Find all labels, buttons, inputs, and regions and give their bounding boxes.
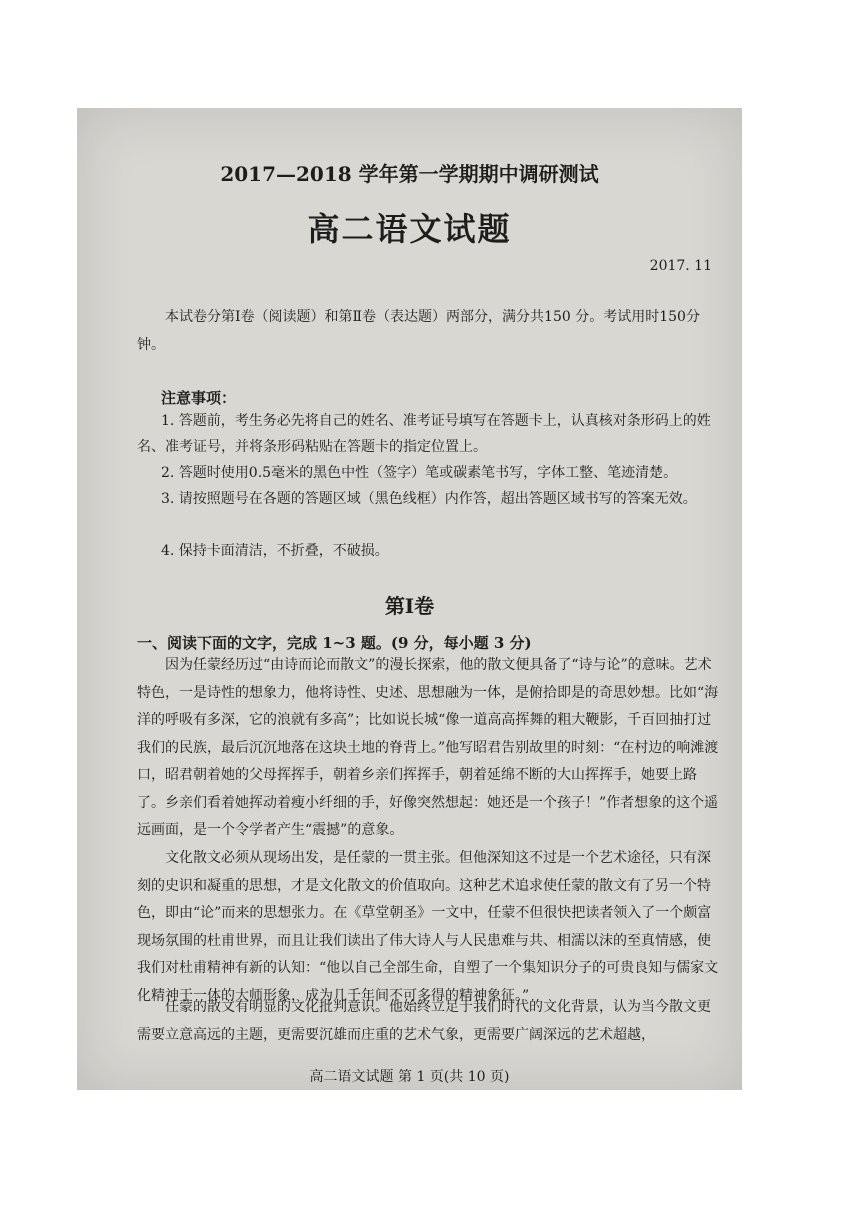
passage-paragraph: 因为任蒙经历过“由诗而论而散文”的漫长探索，他的散文便具备了“诗与论”的意味。艺术特色，一是诗性的想象力，他将诗性、史述、思想融为一体，是俯拾即是的奇思妙想。比如“海洋的呼吸有多深，它的浪就有多高”；比如说长城“像一道高高挥舞的粗大鞭影，千百回抽打过我们的民族，最后沉沉地落在这块土地的脊背上。”他写昭君告别故里的时刻：“在村边的响滩渡口，昭君朝着她的父母挥挥手，朝着乡亲们挥挥手，朝着延绵不断的大山挥挥手，她要上路了。乡亲们看着她挥动着瘦小纤细的手，好像突然想起：她还是一个孩子！”作者想象的这个遥远画面，是一个令学者产生“震撼”的意象。 bbox=[137, 657, 719, 838]
passage-paragraph: 文化散文必须从现场出发，是任蒙的一贯主张。但他深知这不过是一个艺术途径，只有深刻的史识和凝重的思想，才是文化散文的价值取向。这种艺术追求使任蒙的散文有了另一个特色，即由“论”而来的思想张力。在《草堂朝圣》一文中，任蒙不但很快把读者领入了一个颇富现场氛围的杜甫世界，而且让我们读出了伟大诗人与人民患难与共、相濡以沫的至真情感，使我们对杜甫精神有新的认知：“他以自己全部生命，自塑了一个集知识分子的可贵良知与儒家文化精神于一体的大师形象，成为几千年间不可多得的精神象征。” bbox=[137, 850, 719, 1004]
note-item: 4. 保持卡面清洁，不折叠，不破损。 bbox=[161, 543, 389, 559]
exam-title: 2017—2018 学年第一学期期中调研测试 bbox=[220, 162, 599, 186]
intro-text: 本试卷分第Ⅰ卷（阅读题）和第Ⅱ卷（表达题）两部分，满分共150 分。考试用时150分钟。 bbox=[137, 309, 700, 353]
volume-heading: 第Ⅰ卷 bbox=[384, 594, 435, 618]
page-footer: 高二语文试题 第 1 页(共 10 页) bbox=[309, 1069, 510, 1085]
note-item: 2. 答题时使用0.5毫米的黑色中性（签字）笔或碳素笔书写，字体工整、笔迹清楚。 bbox=[161, 465, 678, 481]
exam-subtitle: 高二语文试题 bbox=[307, 210, 512, 248]
note-item: 3. 请按照题号在各题的答题区域（黑色线框）内作答，超出答题区域书写的答案无效。 bbox=[161, 491, 697, 507]
note-item: 1. 答题前，考生务必先将自己的姓名、准考证号填写在答题卡上，认真核对条形码上的姓名、准考证号，并将条形码粘贴在答题卡的指定位置上。 bbox=[137, 413, 711, 455]
exam-page-photo bbox=[77, 108, 742, 1090]
exam-date: 2017. 11 bbox=[649, 258, 712, 274]
passage-paragraph: 任蒙的散文有明显的文化批判意识。他始终立足于我们时代的文化背景，认为当今散文更需要立意高远的主题，更需要沉雄而庄重的艺术气象，更需要广阔深远的艺术超越， bbox=[137, 999, 711, 1043]
question-heading: 一、阅读下面的文字，完成 1~3 题。(9 分，每小题 3 分) bbox=[137, 634, 532, 652]
notes-title: 注意事项： bbox=[161, 389, 237, 407]
